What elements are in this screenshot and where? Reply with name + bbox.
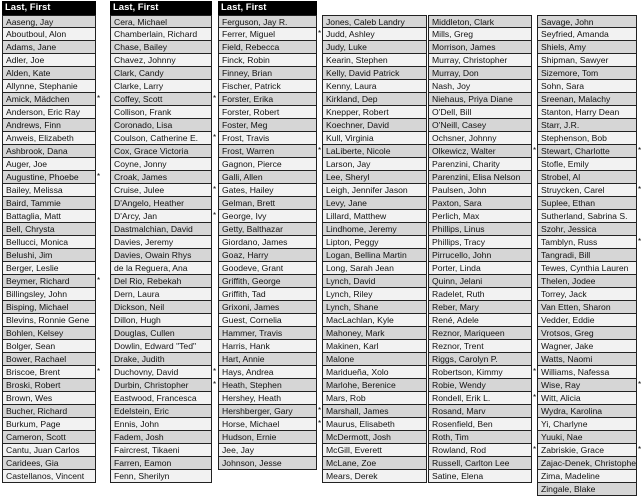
name-cell: Del Rio, Rebekah — [110, 275, 212, 288]
name-cell: Levy, Jane — [322, 197, 427, 210]
name-cell: Long, Sarah Jean — [322, 262, 427, 275]
name-cell: Mars, Rob — [322, 392, 427, 405]
name-cell: Foster, Meg — [218, 119, 317, 132]
asterisk-mark: * — [97, 276, 101, 285]
name-cell: Struycken, Carel — [537, 184, 637, 197]
name-cell: D'Angelo, Heather — [110, 197, 212, 210]
name-cell: Dillon, Hugh — [110, 314, 212, 327]
name-cell: Frost, Warren — [218, 145, 317, 158]
name-cell: Galli, Allen — [218, 171, 317, 184]
name-cell: Tangradi, Bill — [537, 249, 637, 262]
name-cell: Cox, Grace Victoria — [110, 145, 212, 158]
name-cell: Olkewicz, Walter — [428, 145, 532, 158]
name-cell: Yuuki, Nae — [537, 431, 637, 444]
asterisk-mark: * — [318, 419, 322, 428]
name-cell: Kenny, Laura — [322, 80, 427, 93]
name-cell: Suplee, Ethan — [537, 197, 637, 210]
column-header: Last, First — [218, 1, 317, 15]
name-cell: Shipman, Sawyer — [537, 54, 637, 67]
name-cell: Leigh, Jennifer Jason — [322, 184, 427, 197]
name-cell: Douglas, Cullen — [110, 327, 212, 340]
name-cell: Wise, Ray — [537, 379, 637, 392]
name-cell: Paxton, Sara — [428, 197, 532, 210]
name-cell: Kirkland, Dep — [322, 93, 427, 106]
name-cell: Fadem, Josh — [110, 431, 212, 444]
name-cell: Shiels, Amy — [537, 41, 637, 54]
name-cell: Chavez, Johnny — [110, 54, 212, 67]
name-cell: Guest, Cornelia — [218, 314, 317, 327]
name-cell: Briscoe, Brent — [2, 366, 96, 379]
name-cell: Zima, Madeline — [537, 470, 637, 483]
asterisk-mark: * — [213, 133, 217, 142]
name-cell: Edelstein, Eric — [110, 405, 212, 418]
name-cell: Bellucci, Monica — [2, 236, 96, 249]
name-cell: Frost, Travis — [218, 132, 317, 145]
name-cell: Reznor, Trent — [428, 340, 532, 353]
name-cell: Lillard, Matthew — [322, 210, 427, 223]
name-cell: Wydra, Karolina — [537, 405, 637, 418]
name-cell: Collison, Frank — [110, 106, 212, 119]
name-cell: Drake, Judith — [110, 353, 212, 366]
name-cell: Rondell, Erik L. — [428, 392, 532, 405]
name-cell: Paulsen, John — [428, 184, 532, 197]
name-cell: Durbin, Christopher — [110, 379, 212, 392]
name-cell: Fischer, Patrick — [218, 80, 317, 93]
name-cell: Berger, Leslie — [2, 262, 96, 275]
name-cell: Anderson, Eric Ray — [2, 106, 96, 119]
name-cell: Hart, Annie — [218, 353, 317, 366]
name-cell: Goodeve, Grant — [218, 262, 317, 275]
name-cell: Clarke, Larry — [110, 80, 212, 93]
asterisk-mark: * — [318, 406, 322, 415]
name-cell: Dickson, Neil — [110, 301, 212, 314]
name-cell: René, Adele — [428, 314, 532, 327]
column-6 — [537, 1, 641, 496]
name-cell: Hudson, Ernie — [218, 431, 317, 444]
asterisk-mark: * — [318, 146, 322, 155]
name-cell: Amick, Mädchen — [2, 93, 96, 106]
name-cell: Parenzini, Charity — [428, 158, 532, 171]
asterisk-mark: * — [638, 146, 641, 155]
name-cell: Reznor, Mariqueen — [428, 327, 532, 340]
name-cell: Rosenfield, Ben — [428, 418, 532, 431]
asterisk-mark: * — [213, 185, 217, 194]
asterisk-mark: * — [533, 367, 537, 376]
name-cell: de la Reguera, Ana — [110, 262, 212, 275]
name-cell: Seyfried, Amanda — [537, 28, 637, 41]
name-cell: Zingale, Blake — [537, 483, 637, 496]
name-cell: Dastmalchian, David — [110, 223, 212, 236]
column-1 — [2, 1, 101, 483]
name-cell: Van Etten, Sharon — [537, 301, 637, 314]
name-cell: Grixoni, James — [218, 301, 317, 314]
name-cell: Judd, Ashley — [322, 28, 427, 41]
name-cell: MacLachlan, Kyle — [322, 314, 427, 327]
name-cell: Riggs, Carolyn P. — [428, 353, 532, 366]
name-cell: Giordano, James — [218, 236, 317, 249]
name-cell: Torrey, Jack — [537, 288, 637, 301]
column-header: Last, First — [2, 1, 96, 15]
name-cell: Larson, Jay — [322, 158, 427, 171]
asterisk-mark: * — [213, 211, 217, 220]
name-cell: Marlohe, Berenice — [322, 379, 427, 392]
name-cell: Porter, Linda — [428, 262, 532, 275]
name-cell: O'Dell, Bill — [428, 106, 532, 119]
name-cell: Zabriskie, Grace — [537, 444, 637, 457]
name-cell: Getty, Balthazar — [218, 223, 317, 236]
name-cell: McDermott, Josh — [322, 431, 427, 444]
name-cell: Heath, Stephen — [218, 379, 317, 392]
name-cell: Bisping, Michael — [2, 301, 96, 314]
name-cell: Bolger, Sean — [2, 340, 96, 353]
column-3 — [218, 1, 322, 470]
name-cell: Coyne, Jonny — [110, 158, 212, 171]
name-cell: Cera, Michael — [110, 15, 212, 28]
name-cell: Finney, Brian — [218, 67, 317, 80]
name-cell: Mears, Derek — [322, 470, 427, 483]
name-cell: Savage, John — [537, 15, 637, 28]
name-cell: Pirrucello, John — [428, 249, 532, 262]
name-cell: Wagner, Jake — [537, 340, 637, 353]
name-cell: McGill, Everett — [322, 444, 427, 457]
name-cell: Murray, Christopher — [428, 54, 532, 67]
name-cell: Mills, Greg — [428, 28, 532, 41]
name-cell: Coulson, Catherine E. — [110, 132, 212, 145]
name-cell: Broski, Robert — [2, 379, 96, 392]
name-cell: Cantu, Juan Carlos — [2, 444, 96, 457]
name-cell: Sutherland, Sabrina S. — [537, 210, 637, 223]
name-cell: Forster, Erika — [218, 93, 317, 106]
column-header — [428, 1, 532, 15]
name-cell: Coffey, Scott — [110, 93, 212, 106]
asterisk-mark: * — [213, 94, 217, 103]
name-cell: Burkum, Page — [2, 418, 96, 431]
name-cell: Auger, Joe — [2, 158, 96, 171]
name-cell: Goaz, Harry — [218, 249, 317, 262]
name-cell: O'Neill, Casey — [428, 119, 532, 132]
name-cell: Knepper, Robert — [322, 106, 427, 119]
asterisk-mark: * — [638, 445, 641, 454]
name-cell: Ferrer, Miguel — [218, 28, 317, 41]
name-cell: Fenn, Sherilyn — [110, 470, 212, 483]
name-cell: Sizemore, Tom — [537, 67, 637, 80]
name-cell: Dern, Laura — [110, 288, 212, 301]
column-header — [537, 1, 637, 15]
name-cell: Bohlen, Kelsey — [2, 327, 96, 340]
name-cell: Koechner, David — [322, 119, 427, 132]
name-cell: Niehaus, Priya Diane — [428, 93, 532, 106]
name-cell: Witt, Alicia — [537, 392, 637, 405]
name-cell: Murray, Don — [428, 67, 532, 80]
name-cell: Castellanos, Vincent — [2, 470, 96, 483]
name-cell: Malone — [322, 353, 427, 366]
name-cell: Kelly, David Patrick — [322, 67, 427, 80]
name-cell: Radelet, Ruth — [428, 288, 532, 301]
name-cell: Gates, Hailey — [218, 184, 317, 197]
name-cell: Bell, Chrysta — [2, 223, 96, 236]
name-cell: Farren, Eamon — [110, 457, 212, 470]
column-5 — [428, 1, 537, 483]
asterisk-mark: * — [533, 146, 537, 155]
name-cell: Kearin, Stephen — [322, 54, 427, 67]
name-cell: Billingsley, John — [2, 288, 96, 301]
name-cell: Belushi, Jim — [2, 249, 96, 262]
name-cell: Duchovny, David — [110, 366, 212, 379]
name-cell: Thelen, Jodee — [537, 275, 637, 288]
name-cell: Zajac-Denek, Christophe — [537, 457, 637, 470]
name-cell: George, Ivy — [218, 210, 317, 223]
name-cell: Cameron, Scott — [2, 431, 96, 444]
name-cell: Croak, James — [110, 171, 212, 184]
name-cell: Mahoney, Mark — [322, 327, 427, 340]
name-cell: Stewart, Charlotte — [537, 145, 637, 158]
name-cell: Brown, Wes — [2, 392, 96, 405]
name-cell: Dowlin, Edward "Ted" — [110, 340, 212, 353]
asterisk-mark: * — [97, 172, 101, 181]
name-cell: Blevins, Ronnie Gene — [2, 314, 96, 327]
name-cell: Field, Rebecca — [218, 41, 317, 54]
name-cell: Reber, Mary — [428, 301, 532, 314]
name-cell: Morrison, James — [428, 41, 532, 54]
name-cell: Adler, Joe — [2, 54, 96, 67]
name-cell: Russell, Carlton Lee — [428, 457, 532, 470]
asterisk-mark: * — [533, 393, 537, 402]
name-cell: Jones, Caleb Landry — [322, 15, 427, 28]
name-cell: Ochsner, Johnny — [428, 132, 532, 145]
name-cell: Gelman, Brett — [218, 197, 317, 210]
name-cell: Phillips, Linus — [428, 223, 532, 236]
name-cell: Forster, Robert — [218, 106, 317, 119]
name-cell: Stephenson, Bob — [537, 132, 637, 145]
name-cell: Bailey, Melissa — [2, 184, 96, 197]
asterisk-mark: * — [638, 380, 641, 389]
name-cell: Robie, Wendy — [428, 379, 532, 392]
name-cell: Griffith, George — [218, 275, 317, 288]
name-cell: Coronado, Lisa — [110, 119, 212, 132]
name-cell: Cruise, Julee — [110, 184, 212, 197]
name-cell: Stanton, Harry Dean — [537, 106, 637, 119]
name-cell: Phillips, Tracy — [428, 236, 532, 249]
name-cell: Lee, Sheryl — [322, 171, 427, 184]
name-cell: Andrews, Finn — [2, 119, 96, 132]
name-cell: Ferguson, Jay R. — [218, 15, 317, 28]
name-cell: Battaglia, Matt — [2, 210, 96, 223]
name-cell: Anweis, Elizabeth — [2, 132, 96, 145]
name-cell: Hershey, Heath — [218, 392, 317, 405]
name-cell: Vrotsos, Greg — [537, 327, 637, 340]
column-header: Last, First — [110, 1, 212, 15]
name-cell: Clark, Candy — [110, 67, 212, 80]
name-cell: Chamberlain, Richard — [110, 28, 212, 41]
name-cell: Davies, Owain Rhys — [110, 249, 212, 262]
name-cell: Parenzini, Elisa Nelson — [428, 171, 532, 184]
name-cell: Horse, Michael — [218, 418, 317, 431]
asterisk-mark: * — [533, 445, 537, 454]
name-cell: Stofle, Emily — [537, 158, 637, 171]
name-cell: Gagnon, Pierce — [218, 158, 317, 171]
name-cell: Augustine, Phoebe — [2, 171, 96, 184]
name-cell: Rowland, Rod — [428, 444, 532, 457]
name-cell: Hammer, Travis — [218, 327, 317, 340]
name-cell: D'Arcy, Jan — [110, 210, 212, 223]
name-cell: Baird, Tammie — [2, 197, 96, 210]
name-cell: Tewes, Cynthia Lauren — [537, 262, 637, 275]
name-cell: Maridueña, Xolo — [322, 366, 427, 379]
name-cell: Robertson, Kimmy — [428, 366, 532, 379]
name-cell: Sohn, Sara — [537, 80, 637, 93]
name-cell: Williams, Nafessa — [537, 366, 637, 379]
name-cell: Ennis, John — [110, 418, 212, 431]
name-cell: Judy, Luke — [322, 41, 427, 54]
asterisk-mark: * — [638, 237, 641, 246]
asterisk-mark: * — [213, 367, 217, 376]
name-cell: Kull, Virginia — [322, 132, 427, 145]
column-header — [322, 1, 427, 15]
name-cell: Eastwood, Francesca — [110, 392, 212, 405]
name-cell: Ashbrook, Dana — [2, 145, 96, 158]
name-cell: Jee, Jay — [218, 444, 317, 457]
name-cell: Logan, Bellina Martin — [322, 249, 427, 262]
name-cell: Finck, Robin — [218, 54, 317, 67]
name-cell: Roth, Tim — [428, 431, 532, 444]
name-cell: Szohr, Jessica — [537, 223, 637, 236]
name-cell: Caridees, Gia — [2, 457, 96, 470]
name-cell: Griffith, Tad — [218, 288, 317, 301]
name-cell: Starr, J.R. — [537, 119, 637, 132]
name-cell: Lipton, Peggy — [322, 236, 427, 249]
name-cell: Lynch, David — [322, 275, 427, 288]
name-cell: Rosand, Marv — [428, 405, 532, 418]
name-cell: Hershberger, Gary — [218, 405, 317, 418]
name-cell: LaLiberte, Nicole — [322, 145, 427, 158]
name-cell: Hays, Andrea — [218, 366, 317, 379]
name-cell: Makinen, Karl — [322, 340, 427, 353]
asterisk-mark: * — [638, 185, 641, 194]
name-cell: Harris, Hank — [218, 340, 317, 353]
name-cell: Lynch, Riley — [322, 288, 427, 301]
name-cell: Davies, Jeremy — [110, 236, 212, 249]
name-cell: Aaseng, Jay — [2, 15, 96, 28]
name-cell: Perlich, Max — [428, 210, 532, 223]
name-cell: Aboutboul, Alon — [2, 28, 96, 41]
name-cell: Strobel, Al — [537, 171, 637, 184]
name-cell: McLane, Zoe — [322, 457, 427, 470]
name-cell: Watts, Naomi — [537, 353, 637, 366]
asterisk-mark: * — [213, 380, 217, 389]
name-cell: Bower, Rachael — [2, 353, 96, 366]
asterisk-mark: * — [97, 94, 101, 103]
name-cell: Chase, Bailey — [110, 41, 212, 54]
column-2 — [110, 1, 217, 483]
name-cell: Lynch, Shane — [322, 301, 427, 314]
name-cell: Allynne, Stephanie — [2, 80, 96, 93]
name-cell: Quinn, Jelani — [428, 275, 532, 288]
asterisk-mark: * — [97, 367, 101, 376]
name-cell: Yi, Charlyne — [537, 418, 637, 431]
asterisk-mark: * — [318, 29, 322, 38]
name-cell: Tamblyn, Russ — [537, 236, 637, 249]
name-cell: Beymer, Richard — [2, 275, 96, 288]
name-cell: Satine, Elena — [428, 470, 532, 483]
name-cell: Lindhome, Jeremy — [322, 223, 427, 236]
name-cell: Johnson, Jesse — [218, 457, 317, 470]
name-cell: Adams, Jane — [2, 41, 96, 54]
name-cell: Marshall, James — [322, 405, 427, 418]
name-cell: Maurus, Elisabeth — [322, 418, 427, 431]
name-cell: Sreenan, Malachy — [537, 93, 637, 106]
column-4 — [322, 1, 427, 483]
name-cell: Alden, Kate — [2, 67, 96, 80]
name-cell: Bucher, Richard — [2, 405, 96, 418]
name-cell: Vedder, Eddie — [537, 314, 637, 327]
name-cell: Faircrest, Tikaeni — [110, 444, 212, 457]
name-cell: Nash, Joy — [428, 80, 532, 93]
name-cell: Middleton, Clark — [428, 15, 532, 28]
